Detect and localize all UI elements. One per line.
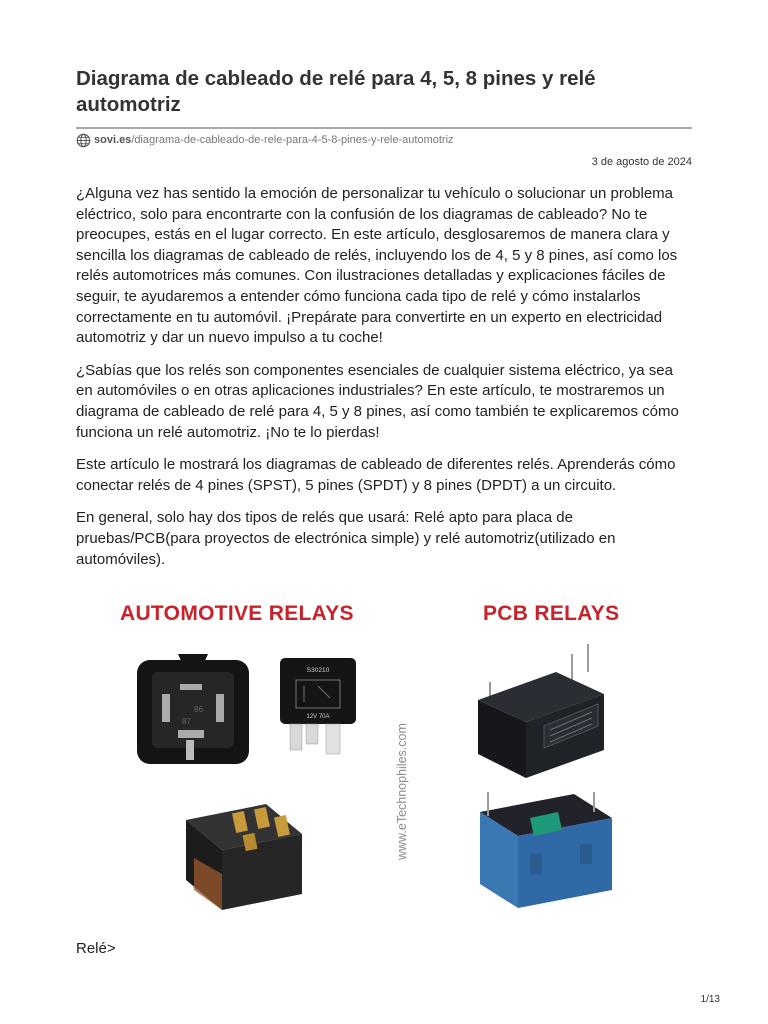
relay-types-figure	[110, 598, 650, 934]
svg-text:86: 86	[194, 705, 203, 714]
pcb-relay-black-image	[472, 642, 608, 780]
page-number: 1/13	[700, 994, 720, 1005]
pcb-relay-blue-image	[470, 788, 618, 910]
article-title: Diagrama de cableado de relé para 4, 5, 8 pines y relé automotriz	[76, 67, 596, 116]
article-body	[76, 184, 692, 582]
source-line[interactable]	[76, 132, 454, 148]
title-divider	[76, 127, 692, 129]
relay-code-text: S30210	[306, 667, 330, 674]
watermark-text: www.eTechnophiles.com	[395, 723, 409, 860]
paragraph-3: Este artículo le mostrará los diagramas de cableado de diferentes relés. Aprenderás cómo conectar relés de 4 pines (SPST), 5 pines (SPDT) y 8 pines (DPDT) a un circuito.	[76, 456, 676, 494]
automotive-relays-heading: AUTOMOTIVE RELAYS	[120, 602, 354, 625]
globe-icon	[76, 133, 91, 148]
pcb-relays-heading: PCB RELAYS	[483, 602, 620, 625]
publish-date: 3 de agosto de 2024	[591, 156, 692, 168]
figure-caption: Relé>	[76, 940, 116, 957]
paragraph-4: En general, solo hay dos tipos de relés que usará: Relé apto para placa de pruebas/PCB(para proyectos de electrónica simple) y relé automotriz(utilizado en automóviles).	[76, 509, 616, 568]
source-domain[interactable]: sovi.es	[94, 134, 132, 146]
mini-automotive-relay-image	[276, 656, 362, 764]
automotive-relay-angled-image	[156, 794, 306, 920]
paragraph-1: ¿Alguna vez has sentido la emoción de personalizar tu vehículo o solucionar un problema eléctrico, solo para encontrarte con la confusión de los diagramas de cableado? No te preocupes, estás en el lugar correcto. En este artículo, desglosaremos de manera clara y sencilla los diagramas de cableado de relés, incluyendo los de 4, 5 y 8 pines, así como los relés automotrices más comunes. Con ilustraciones detalladas y explicaciones fáciles de seguir, te ayudaremos a entender cómo funciona cada tipo de relé y cómo instalarlos correctamente en tu automóvil. ¡Prepárate para convertirte en un experto en electricidad automotriz y dar un nuevo impulso a tu coche!	[76, 185, 678, 347]
source-path[interactable]: /diagrama-de-cableado-de-rele-para-4-5-8-pines-y-rele-automotriz	[131, 134, 454, 146]
relay-rating-text: 12V 70A	[306, 714, 330, 720]
paragraph-2: ¿Sabías que los relés son componentes esenciales de cualquier sistema eléctrico, ya sea en automóviles o en otras aplicaciones industriales? En este artículo, te mostraremos un diagrama de cableado de relé para 4, 5 y 8 pines, así como también te explicaremos cómo funciona un relé automotriz. ¡No te lo pierdas!	[76, 361, 679, 441]
automotive-relay-top-image	[134, 654, 252, 766]
svg-text:87: 87	[182, 717, 191, 726]
